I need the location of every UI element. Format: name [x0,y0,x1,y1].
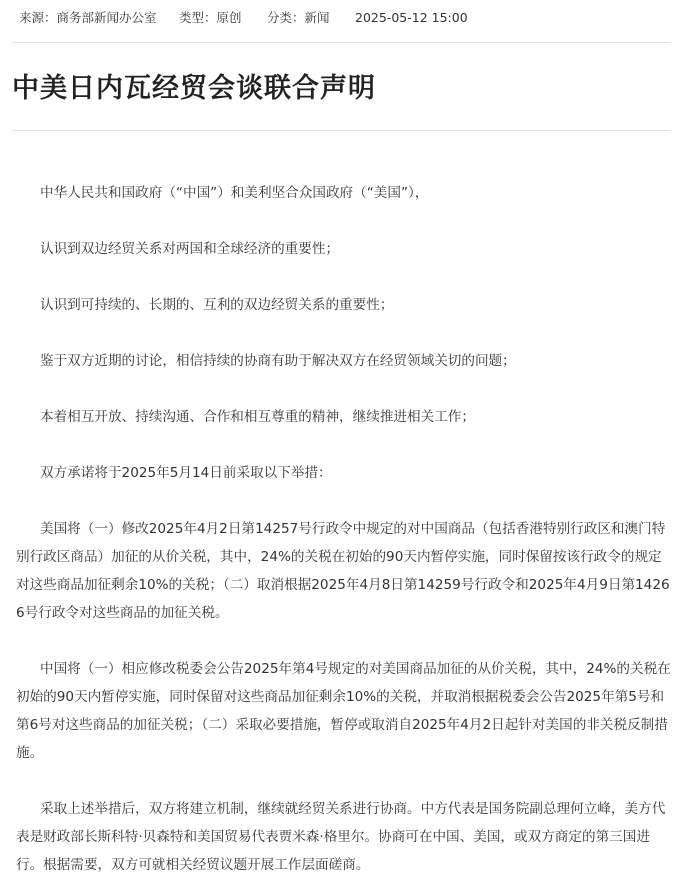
paragraph: 中华人民共和国政府（“中国”）和美利坚合众国政府（“美国”）， [40,185,429,201]
paragraph: 鉴于双方近期的讨论，相信持续的协商有助于解决双方在经贸领域关切的问题； [40,353,516,369]
paragraph: 双方承诺将于2025年5月14日前采取以下举措： [40,465,332,481]
article-body [0,179,686,879]
top-divider [12,42,671,43]
paragraph: 认识到可持续的、长期的、互利的双边经贸关系的重要性； [40,297,394,313]
paragraph: 采取上述举措后，双方将建立机制，继续就经贸关系进行协商。中方代表是国务院副总理何立峰，美方代表是财政部长斯科特·贝森特和美国贸易代表贾米森·格里尔。协商可在中国、美国，或双方商定的第三国进行。根据需要，双方可就相关经贸议题开展工作层面磋商。 [16,801,666,873]
article-title: 中美日内瓦经贸会谈联合声明 [12,73,376,104]
meta-category: 分类：新闻 [267,10,330,25]
article-meta-bar [19,7,468,27]
paragraph: 美国将（一）修改2025年4月2日第14257号行政令中规定的对中国商品（包括香港特别行政区和澳门特别行政区商品）加征的从价关税，其中，24%的关税在初始的90天内暂停实施，同时保留按该行政令的规定对这些商品加征剩余10%的关税；（二）取消根据2025年4月8日第14259号行政令和2025年4月9日第14266号行政令对这些商品的加征关税。 [16,521,670,621]
paragraph: 中国将（一）相应修改税委会公告2025年第4号规定的对美国商品加征的从价关税，其中，24%的关税在初始的90天内暂停实施，同时保留对这些商品加征剩余10%的关税，并取消根据税委会公告2025年第5号和第6号对这些商品的加征关税；（二）采取必要措施，暂停或取消自2025年4月2日起针对美国的非关税反制措施。 [16,661,671,761]
meta-datetime: 2025-05-12 15:00 [355,9,468,25]
meta-source: 来源：商务部新闻办公室 [19,10,157,25]
title-divider [12,130,671,131]
meta-type: 类型：原创 [179,10,242,25]
paragraph: 认识到双边经贸关系对两国和全球经济的重要性； [40,241,340,257]
paragraph: 本着相互开放、持续沟通、合作和相互尊重的精神，继续推进相关工作； [40,409,475,425]
